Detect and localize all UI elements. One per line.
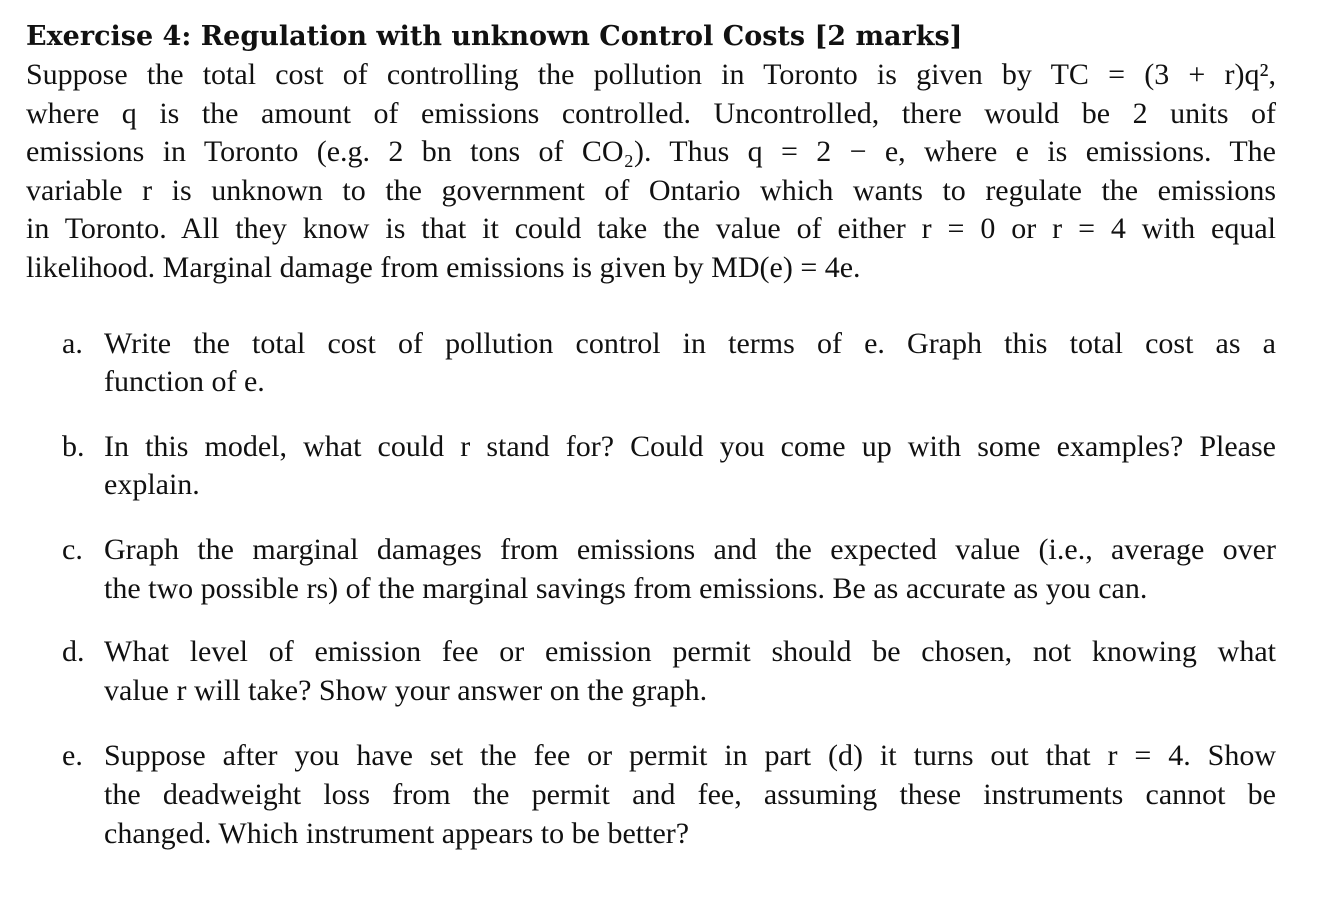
item-line: Graph the marginal damages from emissions and the expected value (i.e., average over: [104, 532, 1276, 566]
exercise-page: [26, 18, 1276, 879]
item-line: function of e.: [104, 365, 265, 399]
item-line: the two possible rs) of the marginal savings from emissions. Be as accurate as you can.: [104, 571, 1148, 605]
item-line: value r will take? Show your answer on the graph.: [104, 673, 708, 707]
question-item-d: [26, 633, 1276, 710]
intro-line: where q is the amount of emissions controlled. Uncontrolled, there would be 2 units of: [26, 96, 1276, 130]
intro-line: Suppose the total cost of controlling the pollution in Toronto is given by TC = (3 + r)q²,: [26, 58, 1276, 91]
item-marker: e.: [62, 739, 83, 773]
item-line: the deadweight loss from the permit and fee, assuming these instruments cannot be: [104, 777, 1276, 811]
question-item-b: [26, 428, 1276, 505]
intro-line: emissions in Toronto (e.g. 2 bn tons of CO₂). Thus q = 2 − e, where e is emissions. The: [26, 135, 1276, 169]
exercise-intro: [26, 56, 1276, 288]
item-marker: a.: [62, 326, 83, 360]
question-item-e: [26, 737, 1276, 853]
item-marker: b.: [62, 429, 85, 463]
item-line: Suppose after you have set the fee or permit in part (d) it turns out that r = 4. Show: [104, 739, 1276, 773]
item-line: What level of emission fee or emission permit should be chosen, not knowing what: [104, 635, 1276, 669]
item-marker: d.: [62, 635, 85, 669]
question-item-a: [26, 325, 1276, 402]
item-marker: c.: [62, 532, 83, 566]
intro-line: likelihood. Marginal damage from emissions is given by MD(e) = 4e.: [26, 250, 861, 284]
item-line: changed. Which instrument appears to be better?: [104, 816, 690, 850]
intro-line: variable r is unknown to the government of Ontario which wants to regulate the emissions: [26, 173, 1276, 207]
question-item-c: [26, 531, 1276, 608]
item-line: In this model, what could r stand for? Could you come up with some examples? Please: [104, 429, 1276, 463]
item-line: Write the total cost of pollution control in terms of e. Graph this total cost as a: [104, 326, 1276, 360]
question-list: [26, 325, 1276, 854]
intro-line: in Toronto. All they know is that it could take the value of either r = 0 or r = 4 with equal: [26, 212, 1276, 246]
item-line: explain.: [104, 468, 200, 502]
exercise-title: Exercise 4: Regulation with unknown Control Costs [2 marks]: [26, 21, 963, 52]
